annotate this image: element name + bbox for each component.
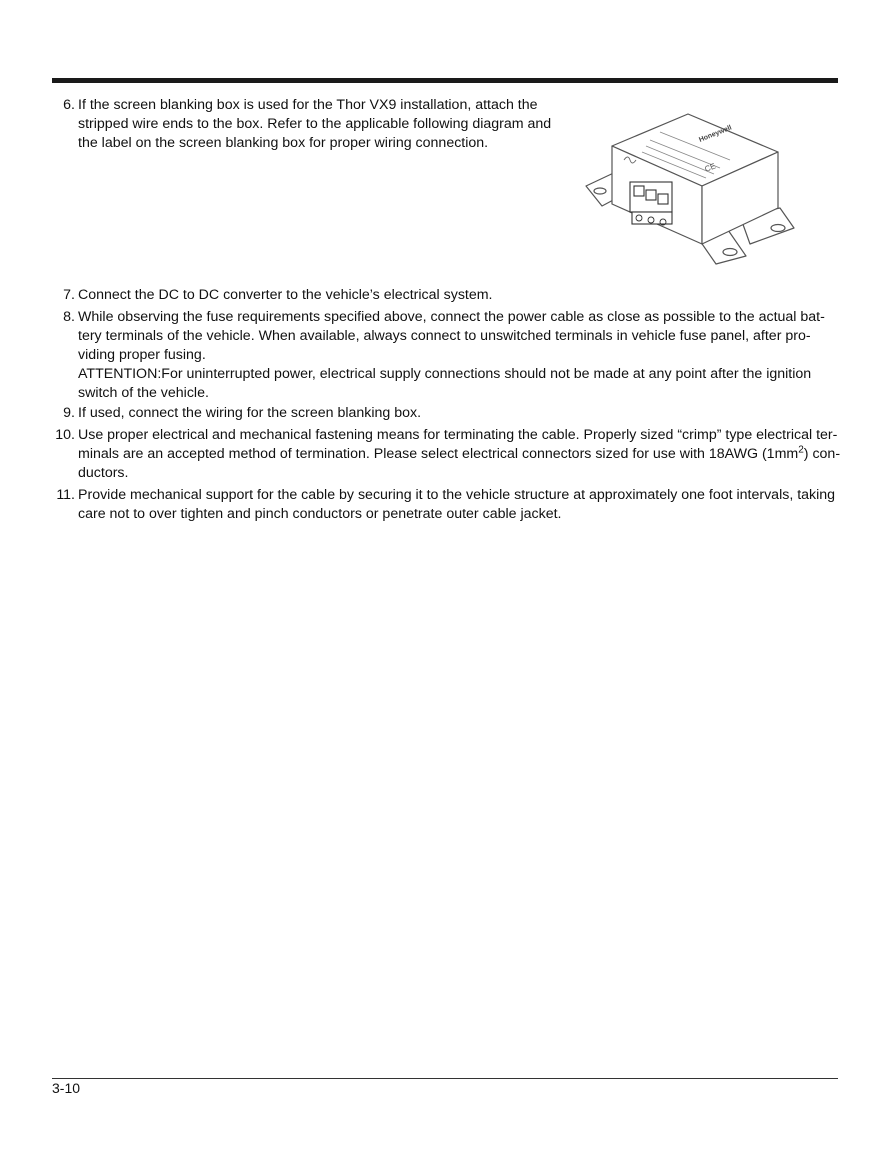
step-line: While observing the fuse requirements specified above, connect the power cable as close as possible to the actual bat-	[78, 309, 825, 325]
step-line-text: minals are an accepted method of termination. Please select electrical connectors sized for use with 18AWG (1mm	[78, 446, 799, 462]
header-rule	[52, 78, 838, 83]
attention-line: ATTENTION:For uninterrupted power, electrical supply connections should not be made at any point after the ignition	[78, 366, 812, 382]
step-text	[78, 404, 421, 423]
screen-blanking-box-illustration	[580, 106, 802, 274]
ce-mark: CE	[703, 161, 718, 174]
step-number: 11.	[56, 487, 75, 503]
step-line: tery terminals of the vehicle. When available, always connect to unswitched terminals in vehicle fuse panel, after pro-	[78, 328, 811, 344]
step-line: Use proper electrical and mechanical fastening means for terminating the cable. Properly sized “crimp” type electrical ter-	[78, 427, 838, 443]
screen-blanking-box-drawing	[580, 106, 802, 274]
step-line: viding proper fusing.	[78, 347, 206, 363]
attention-line: switch of the vehicle.	[78, 385, 209, 401]
step-line: ductors.	[78, 465, 129, 481]
step-text	[78, 96, 551, 153]
step-number: 7.	[63, 287, 75, 303]
brand-label: Honeywell	[698, 124, 733, 144]
footer-rule	[52, 1078, 838, 1079]
step-number: 9.	[63, 405, 75, 421]
step-line: If the screen blanking box is used for the Thor VX9 installation, attach the	[78, 97, 538, 113]
superscript: 2	[798, 444, 804, 456]
step-text	[78, 308, 825, 403]
step-text	[78, 286, 493, 305]
step-line: If used, connect the wiring for the screen blanking box.	[78, 405, 422, 421]
step-line: care not to over tighten and pinch conductors or penetrate outer cable jacket.	[78, 506, 562, 522]
step-line: Provide mechanical support for the cable by securing it to the vehicle structure at approximately one foot intervals, taking	[78, 487, 836, 503]
step-line-tail: ) con-	[803, 446, 841, 462]
step-number: 6.	[63, 97, 75, 113]
page-number: 3-10	[52, 1080, 81, 1096]
step-text	[78, 486, 835, 524]
step-text	[78, 426, 840, 483]
step-line: stripped wire ends to the box. Refer to the applicable following diagram and	[78, 116, 552, 132]
step-line: the label on the screen blanking box for proper wiring connection.	[78, 135, 489, 151]
step-number: 8.	[63, 309, 75, 325]
step-number: 10.	[55, 427, 75, 443]
step-line	[78, 445, 840, 464]
step-line: Connect the DC to DC converter to the vehicle’s electrical system.	[78, 287, 493, 303]
